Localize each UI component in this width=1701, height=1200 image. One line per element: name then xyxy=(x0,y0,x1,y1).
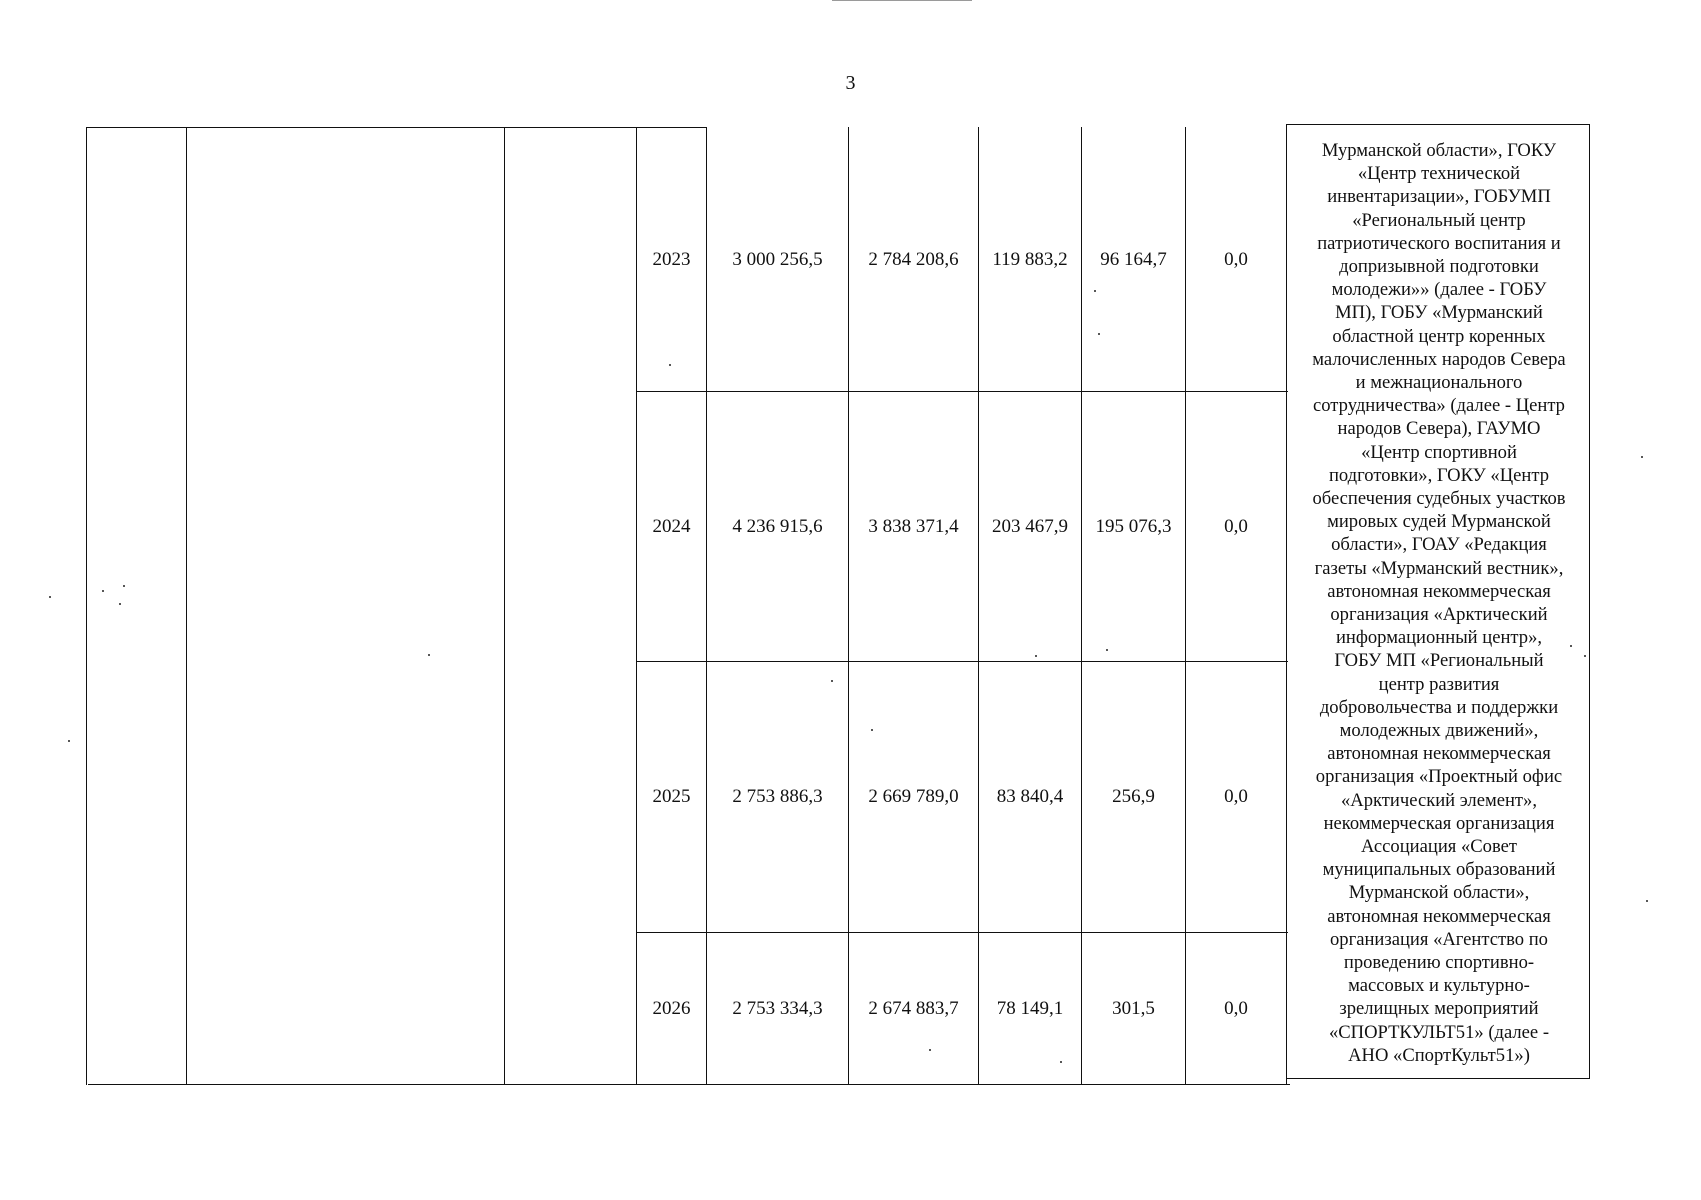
executors-line: «Центр технической xyxy=(1357,163,1521,185)
executors-line: инвентаризации», ГОБУМП xyxy=(1327,186,1551,208)
value-cell: 2 784 208,6 xyxy=(868,248,959,270)
year-cell: 2023 xyxy=(652,248,691,270)
value-cell: 195 076,3 xyxy=(1095,515,1172,537)
executors-line: народов Севера), ГАУМО xyxy=(1337,418,1541,440)
scan-speck xyxy=(1641,456,1643,458)
table-bottom-border xyxy=(88,1084,1290,1085)
executors-line: Мурманской области», ГОКУ xyxy=(1321,139,1557,161)
executors-line: малочисленных народов Севера xyxy=(1312,348,1566,370)
executors-line: «Центр спортивной xyxy=(1361,441,1517,463)
executors-line: автономная некоммерческая xyxy=(1327,905,1551,927)
executors-line: и межнационального xyxy=(1355,371,1523,393)
executors-line: «Арктический элемент», xyxy=(1340,789,1537,811)
scan-speck xyxy=(49,596,51,598)
value-cell: 0,0 xyxy=(1224,786,1248,807)
scan-speck xyxy=(1584,655,1586,657)
scan-speck xyxy=(1094,290,1096,292)
column-line-2 xyxy=(504,127,505,1085)
total-cell: 3 000 256,5 xyxy=(732,248,823,270)
scan-speck xyxy=(119,603,121,605)
scan-speck xyxy=(1646,900,1648,902)
executors-line: патриотического воспитания и xyxy=(1317,232,1561,254)
executors-line: МП), ГОБУ «Мурманский xyxy=(1335,302,1543,324)
value-cell: 203 467,9 xyxy=(992,515,1068,537)
scan-speck xyxy=(428,654,430,656)
executors-cell xyxy=(1289,126,1589,1080)
executors-line: муниципальных образований xyxy=(1322,859,1556,881)
year-cell: 2024 xyxy=(652,515,691,537)
executors-line: мировых судей Мурманской xyxy=(1327,511,1551,533)
executors-line: сотрудничества» (далее - Центр xyxy=(1312,395,1565,417)
executors-line: проведению спортивно- xyxy=(1343,952,1535,974)
value-cell: 0,0 xyxy=(1224,515,1248,537)
scan-speck xyxy=(871,729,873,731)
page-number: 3 xyxy=(845,72,856,94)
scan-speck xyxy=(68,740,70,742)
executors-line: газеты «Мурманский вестник», xyxy=(1314,557,1564,579)
executors-line: центр развития xyxy=(1378,673,1500,695)
executors-line: ГОБУ МП «Региональный xyxy=(1334,650,1544,672)
total-cell: 2 753 334,3 xyxy=(732,997,823,1019)
value-cell: 0,0 xyxy=(1224,997,1248,1019)
executors-line: добровольчества и поддержки xyxy=(1319,696,1559,718)
scan-speck xyxy=(123,585,125,587)
year-cell: 2025 xyxy=(652,786,691,807)
executors-line: Мурманской области», xyxy=(1348,882,1530,904)
value-cell: 256,9 xyxy=(1112,786,1155,807)
column-line-9 xyxy=(1286,124,1287,1084)
value-cell: 2 674 883,7 xyxy=(868,997,959,1019)
scan-speck xyxy=(669,364,671,366)
scan-speck xyxy=(1060,1061,1062,1063)
value-cell: 2 669 789,0 xyxy=(868,786,959,807)
executors-line: информационный центр», xyxy=(1335,627,1543,649)
column-line-1 xyxy=(186,127,187,1085)
total-cell: 2 753 886,3 xyxy=(732,786,823,807)
scan-speck xyxy=(1106,649,1108,651)
total-cell: 4 236 915,6 xyxy=(732,515,823,537)
executors-line: «Региональный центр xyxy=(1352,209,1526,231)
value-cell: 301,5 xyxy=(1112,997,1155,1019)
executors-text xyxy=(1312,139,1565,1067)
scan-speck xyxy=(102,590,104,592)
executors-line: обеспечения судебных участков xyxy=(1312,487,1566,509)
scan-speck xyxy=(1570,645,1572,647)
executors-line: автономная некоммерческая xyxy=(1327,743,1551,765)
scan-speck xyxy=(1098,333,1100,335)
value-cell: 78 149,1 xyxy=(996,997,1064,1019)
executors-line: АНО «СпортКульт51») xyxy=(1348,1044,1530,1066)
executors-line: автономная некоммерческая xyxy=(1327,580,1551,602)
executors-line: областной центр коренных xyxy=(1332,325,1546,347)
executors-line: допризывной подготовки xyxy=(1339,255,1539,277)
executors-line: организация «Проектный офис xyxy=(1315,766,1563,788)
executors-line: организация «Агентство по xyxy=(1330,928,1548,950)
value-cell: 119 883,2 xyxy=(992,248,1068,270)
value-cell: 83 840,4 xyxy=(996,786,1064,807)
year-cell: 2026 xyxy=(652,997,691,1019)
executors-line: молодежи»» (далее - ГОБУ xyxy=(1331,279,1547,301)
column-line-10 xyxy=(1589,124,1590,1079)
executors-line: некоммерческая организация xyxy=(1323,812,1555,834)
executors-line: области», ГОАУ «Редакция xyxy=(1331,534,1547,556)
executors-line: «СПОРТКУЛЬТ51» (далее - xyxy=(1328,1021,1550,1043)
table-top-border xyxy=(86,127,706,128)
scan-top-rule xyxy=(832,0,972,1)
executors-line: организация «Арктический xyxy=(1330,604,1548,625)
executors-line: подготовки», ГОКУ «Центр xyxy=(1328,464,1550,486)
value-cell: 3 838 371,4 xyxy=(868,515,959,537)
executors-line: массовых и культурно- xyxy=(1348,975,1530,997)
scan-speck xyxy=(929,1049,931,1051)
column-line-0 xyxy=(86,127,87,1085)
value-cell: 96 164,7 xyxy=(1100,248,1167,270)
scan-speck xyxy=(831,680,833,682)
executors-line: молодежных движений», xyxy=(1339,720,1539,742)
value-cell: 0,0 xyxy=(1224,248,1248,270)
executors-line: Ассоциация «Совет xyxy=(1360,836,1518,858)
executors-line: зрелищных мероприятий xyxy=(1339,998,1539,1020)
scan-speck xyxy=(1035,655,1037,657)
